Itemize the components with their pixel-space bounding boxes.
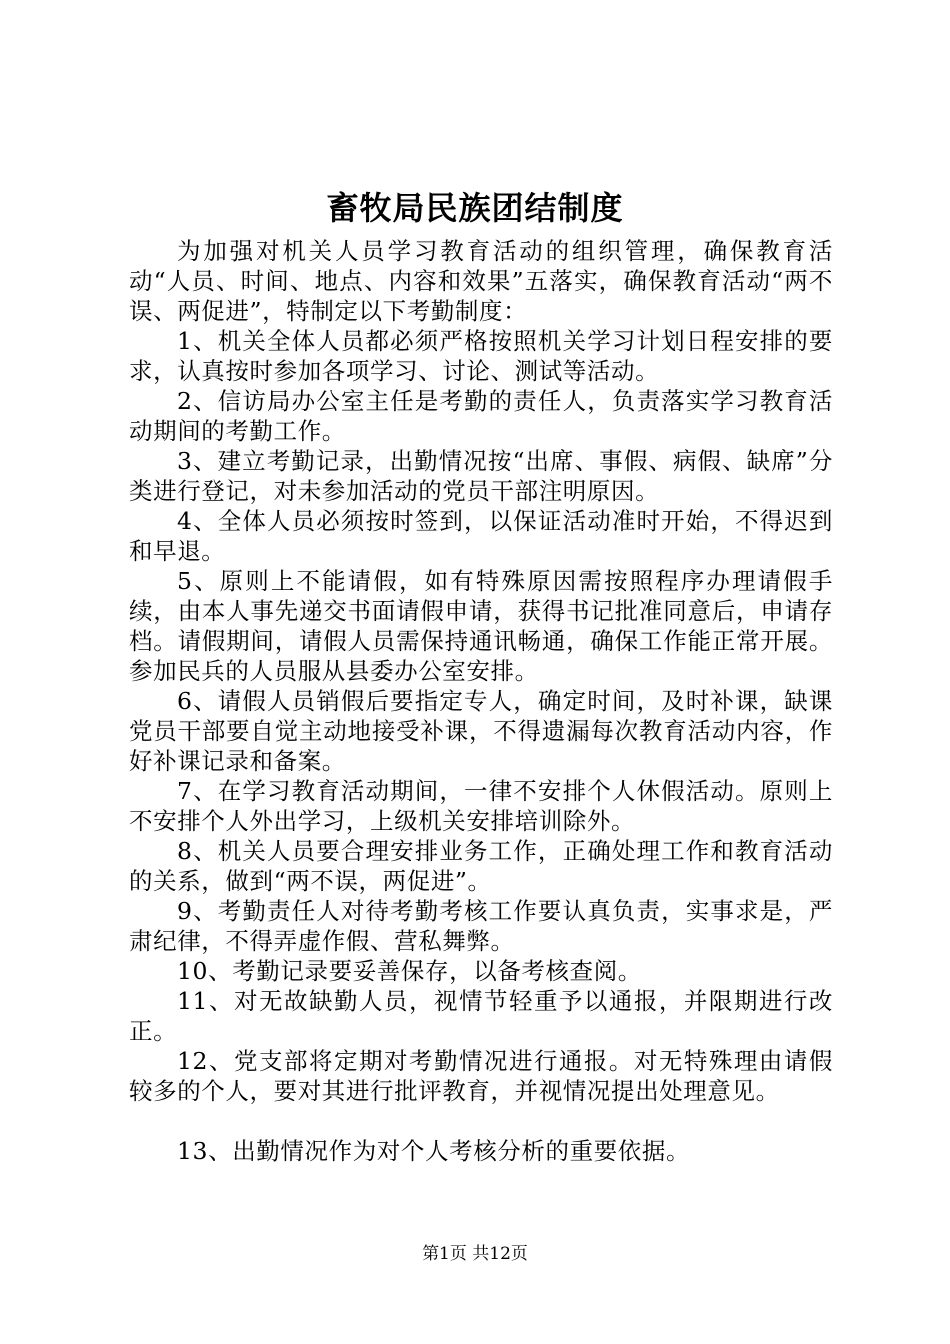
rule-7-paragraph: 7、在学习教育活动期间，一律不安排个人休假活动。原则上不安排个人外出学习，上级机关安排培训除外。 xyxy=(129,777,833,835)
rule-11-paragraph: 11、对无故缺勤人员，视情节轻重予以通报，并限期进行改正。 xyxy=(129,987,833,1045)
rule-6-paragraph: 6、请假人员销假后要指定专人，确定时间，及时补课，缺课党员干部要自觉主动地接受补课，不得遗漏每次教育活动内容，作好补课记录和备案。 xyxy=(129,687,833,775)
rule-10-paragraph: 10、考勤记录要妥善保存，以备考核查阅。 xyxy=(177,957,642,985)
rule-9-paragraph: 9、考勤责任人对待考勤考核工作要认真负责，实事求是，严肃纪律，不得弄虚作假、营私舞弊。 xyxy=(129,897,833,955)
rule-5-paragraph: 5、原则上不能请假，如有特殊原因需按照程序办理请假手续，由本人事先递交书面请假申请，获得书记批准同意后，申请存档。请假期间，请假人员需保持通讯畅通，确保工作能正常开展。参加民兵的人员服从县委办公室安排。 xyxy=(129,567,833,685)
rule-2-paragraph: 2、信访局办公室主任是考勤的责任人，负责落实学习教育活动期间的考勤工作。 xyxy=(129,387,833,445)
rule-8-paragraph: 8、机关人员要合理安排业务工作，正确处理工作和教育活动的关系，做到“两不误，两促进”。 xyxy=(129,837,833,895)
page-number-footer: 第1页 共12页 xyxy=(422,1244,528,1264)
rule-1-paragraph: 1、机关全体人员都必须严格按照机关学习计划日程安排的要求，认真按时参加各项学习、讨论、测试等活动。 xyxy=(129,327,833,385)
rule-4-paragraph: 4、全体人员必须按时签到，以保证活动准时开始，不得迟到和早退。 xyxy=(129,507,833,565)
document-title: 畜牧局民族团结制度 xyxy=(326,189,624,227)
document-body xyxy=(129,236,833,1166)
rule-12-paragraph: 12、党支部将定期对考勤情况进行通报。对无特殊理由请假较多的个人，要对其进行批评教育，并视情况提出处理意见。 xyxy=(129,1047,833,1105)
rule-3-paragraph: 3、建立考勤记录，出勤情况按“出席、事假、病假、缺席”分类进行登记，对未参加活动的党员干部注明原因。 xyxy=(129,447,833,505)
intro-paragraph: 为加强对机关人员学习教育活动的组织管理，确保教育活动“人员、时间、地点、内容和效果”五落实，确保教育活动“两不误、两促进”，特制定以下考勤制度： xyxy=(129,237,833,325)
rule-13-paragraph: 13、出勤情况作为对个人考核分析的重要依据。 xyxy=(177,1137,691,1165)
